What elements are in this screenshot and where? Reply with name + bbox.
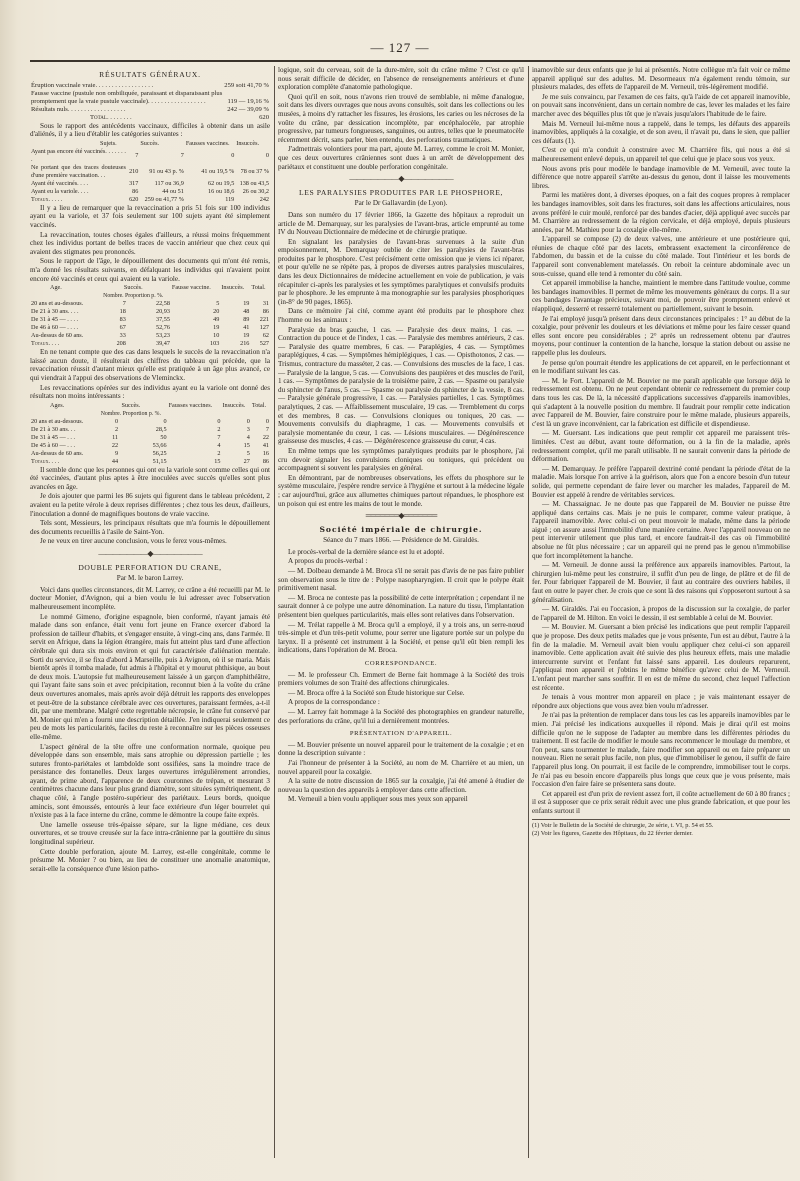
table-row xyxy=(30,324,270,332)
cell: 44 xyxy=(111,457,119,465)
row-label: Éruption vaccinale vraie. . . . . . . . . . . . . . . . . . xyxy=(31,81,154,89)
article-title: LES PARALYSIES PRODUITES PAR LE PHOSPHORE, xyxy=(298,187,504,197)
article-byline: Par le Dr Gallavardin (de Lyon). xyxy=(354,199,448,208)
paragraph: Parmi les matières dont, à diverses époques, on a fait des coques propres à remplacer les bandages inamovibles, soit dans les fractures, soit dans les affections articulaires, nous avons préféré le cuir moulé, renforcé par des bandes d'acier, déjà appliqué avec succès par M. Charrière au redressement de la région cervicale, et déjà employé, depuis plusieurs années, par M. Mathieu pour la coxalgie elle-même. xyxy=(532,191,790,234)
table-row xyxy=(30,340,270,348)
paragraph: M. Verneuil a bien voulu appliquer sous mes yeux son appareil xyxy=(288,795,468,804)
paragraph: J'ai l'honneur de présenter à la Société, au nom de M. Charrière et au mien, un nouvel appareil pour la coxalgie. xyxy=(278,758,524,776)
cell: 86 xyxy=(262,308,269,316)
table-row xyxy=(30,90,270,106)
table-row xyxy=(30,188,270,196)
cell: 56,25 xyxy=(152,449,167,457)
paragraph: Sous le rapport des antécédents vaccinaux, difficiles à obtenir dans un asile d'aliénés, il y a lieu d'établir les catégories suivantes : xyxy=(30,121,270,139)
paragraph: Tels sont, Messieurs, les principaux résultats que m'a fournis le dépouillement des documents recueillis à l'asile de Saint-Yon. xyxy=(30,519,270,536)
cell: 19 xyxy=(243,332,250,340)
article-byline: Par M. le baron Larrey. xyxy=(116,574,184,583)
cell: 0 xyxy=(265,417,269,425)
cell: 127 xyxy=(259,324,269,332)
cell: 78 ou 37 % xyxy=(240,167,269,175)
cell: 18 xyxy=(119,308,126,316)
paragraph: Il semble donc que les personnes qui ont eu la variole sont comme celles qui ont été vaccinées, d'autant plus aptes à être inoculées avec succès qu'elles sont plus avancées en âge. xyxy=(30,465,270,491)
paragraph: Mais M. Verneuil lui-même nous a rappelé, dans le temps, les défauts des appareils inamovibles, appliqués à la coxalgie, et de son aveu, il n'avait pu, dans le sien, que pallier ces défauts (1). xyxy=(532,119,790,145)
header-cell: Succès. xyxy=(123,284,143,292)
table-row xyxy=(30,196,270,204)
row-label: De 31 à 45 — . . . xyxy=(31,433,75,441)
row-label: Résultats nuls. . . . . . . . . . . . . . . . . . xyxy=(31,105,126,113)
header-cell: Fausses vaccines. xyxy=(185,139,230,147)
paragraph: Je l'ai employé jusqu'à présent dans deux circonstances principales : 1° au début de la coxalgie, pour prévenir les douleurs et les déviations et même pour les faire cesser quand elles sont encore peu considérables ; 2° après un redressement obtenu par d'autres moyens, pour continuer la contention de la hanche, lorsque la station debout ou assise ne rappelle plus les douleurs. xyxy=(532,314,790,357)
cell: 41 xyxy=(262,441,269,449)
header-rule xyxy=(30,60,790,62)
column-divider xyxy=(274,66,275,1158)
paragraph: — M. Demarquay. Je préfère l'appareil dextriné conté pendant la période d'état de la maladie. Mais lorsque l'on arrive à la guérison, alors que l'on a encore besoin d'un tuteur solide, qui permette cependant de faire lever ou marcher les malades, l'appareil de M. Bouvier est appelé à rendre de véritables services. xyxy=(532,464,790,499)
ornament-divider: ═══════◆═══════ xyxy=(365,511,437,521)
paragraph: — M. Larrey fait hommage à la Société des photographies en grandeur naturelle, des perforations du crâne, qu'il lui a dernièrement montrées. xyxy=(278,707,524,725)
paragraph: — M. Bouvier. M. Guersant a bien précisé les indications que peut remplir l'appareil que je propose. Des deux petits malades que je vous présente, l'un est au début, l'autre à la fin de la maladie. M. Verneuil avait bien voulu appliquer chez celui-ci son appareil inamovible. Cette application avait été suivie des plus heureux effets, mais une maladie intercurrente survint et l'enfant fut laissé sans appareil. Les douleurs reparurent, j'appliquai mon appareil et j'obtins le même bénéfice qu'avec celui de M. Verneuil. L'enfant peut marcher sans souffrir. Il en est de même du second, chez lequel l'affection est récente. xyxy=(532,623,790,692)
table-row xyxy=(30,106,270,114)
paragraph: Les revaccinations opérées sur des individus ayant eu la variole ont donné des résultats non moins intéressants : xyxy=(30,383,270,401)
cell: 620 xyxy=(129,195,139,203)
paragraph: En ne tenant compte que des cas dans lesquels le succès de la revaccination n'a laissé aucun doute, il résulterait des chiffres du tableau qui précède, que la revaccination réussit d'autant mieux qu'elle est pratiquée à un âge plus avancé, ce qui viendrait à l'appui des observations de Vleminckx. xyxy=(30,348,270,382)
cell: 0 xyxy=(217,417,221,425)
row-label: Au-dessus de 60 ans. xyxy=(31,449,84,457)
paragraph: — M. Guersant. Les indications que peut remplir cet appareil me paraissent très-limitées. C'est au début, avant toute déformation, ou à la fin de la maladie, après redressement complet, qu'il me paraît utilisable. Il ne saurait convenir dans la période de déformation. xyxy=(532,429,790,464)
cell: 9 xyxy=(114,449,119,457)
cell: 0 xyxy=(246,417,250,425)
paragraph: L'appareil se compose (2) de deux valves, une antérieure et une postérieure qui, réunies de chaque côté par des lacets, embrassent exactement la circonférence de l'abdomen, du bassin et de la cuisse du côté malade. Tout l'intérieur et les bords de l'appareil sont convenablement matelassés. On reboit la ceinture abdominale avec un sous-cuisse, quand elle tend à remonter du côté sain. xyxy=(532,235,790,278)
paragraph: — M. Bouvier présente un nouvel appareil pour le traitement de la coxalgie ; et en donne la description suivante : xyxy=(278,740,524,758)
paragraph: Je n'ai pas la prétention de remplacer dans tous les cas les appareils inamovibles par le mien. J'ai précisé les indications auxquelles il répond. Mais je dirai qu'il est moins difficile qu'on ne le suppose de l'adapter au membre dans les différentes périodes du traitement. Il est facile de modifier le moule sans recommencer le moulage du membre, et l'on peut, sans tourmenter le malade, faire modifier son appareil ou en faire préparer un nouveau. Rien ne serait plus facile, non plus, que d'immobiliser le genou, il suffit de faire l'appareil plus long. On pourrait, il est facile de le comprendre, immobiliser tout le corps. Je n'ai pas eu besoin encore d'appareils plus longs que ceux que je vous présente, mais l'occasion d'en faire faire se présentera sans doute. xyxy=(532,711,790,789)
cell: 50 xyxy=(160,433,167,441)
table-row xyxy=(30,114,270,122)
cell: 7 xyxy=(217,433,221,441)
table-row xyxy=(30,316,270,324)
table-row xyxy=(30,308,270,316)
paragraph: — M. Giraldès. J'ai eu l'occasion, à propos de la discussion sur la coxalgie, de parler de l'appareil de M. Hilton. En voici le dessin, il est semblable à celui de M. Bouvier. xyxy=(532,605,790,622)
page-number: — 127 — xyxy=(370,40,430,55)
header-cell: Fausse vaccine. xyxy=(171,284,211,292)
cell: 48 xyxy=(243,308,250,316)
ornament-divider: ———————◆——————— xyxy=(98,549,202,559)
row-label: 20 ans et au-dessous. xyxy=(31,300,84,308)
cell: 16 xyxy=(262,449,269,457)
antecedents-table xyxy=(30,140,270,204)
cell: 20 xyxy=(213,308,220,316)
cell: 0 xyxy=(163,417,167,425)
cell: 22 xyxy=(111,441,119,449)
cell: 103 xyxy=(210,340,220,348)
table-row xyxy=(30,458,270,466)
cell: 242 xyxy=(259,195,269,203)
subsection-heading: PRÉSENTATION D'APPAREIL. xyxy=(349,730,453,738)
paragraph: — M. Verneuil. Je donne aussi la préférence aux appareils inamovibles. Partout, la chirurgien lui-même peut les construire, il suffit d'un peu de linge, de plâtre et de fil de fer. Pour fabriquer l'appareil de M. Bouvier, il faut au contraire des ouvriers habiles, il faut en outre le payer cher. Je crois que ce sont là des raisons qui s'opposeront surtout à sa généralisation. xyxy=(532,561,790,604)
cell: 41 ou 19,5 % xyxy=(201,167,235,175)
column-1 xyxy=(30,66,270,1158)
row-label: Totaux. . . . . xyxy=(31,195,63,203)
cell: 86 xyxy=(132,187,139,195)
table-row xyxy=(30,148,270,164)
header-cell: Nombre. Proportion p. %. xyxy=(103,293,164,300)
cell: 7 xyxy=(265,425,269,433)
row-label: Ayant eu la variole. . . . xyxy=(31,187,89,195)
cell: 49 xyxy=(213,316,220,324)
row-label: De 21 à 30 ans. . . . xyxy=(31,308,79,316)
cell: 527 xyxy=(259,340,269,348)
row-label: Ayant été vaccinés. . . . xyxy=(31,179,88,187)
footnote: (1) Voir le Bulletin de la Société de chirurgie, 2e série, t. VI, p. 54 et 55. xyxy=(532,822,714,830)
cell: 221 xyxy=(259,316,269,324)
paragraph: — M. le professeur Ch. Emmert de Berne fait hommage à la Société des trois premiers volumes de son Traité des affections chirurgicales. xyxy=(278,670,524,688)
cell: 67 xyxy=(119,324,126,332)
header-cell: Age. xyxy=(50,284,62,292)
row-label: De 21 à 30 ans. . . xyxy=(31,425,76,433)
column-2 xyxy=(278,66,524,1158)
cell: 53,23 xyxy=(155,332,170,340)
cell: 26 ou 30,2 xyxy=(242,187,269,195)
column-divider xyxy=(528,66,529,1158)
header-cell: Total. xyxy=(251,401,267,409)
table-row xyxy=(30,450,270,458)
table-row xyxy=(30,434,270,442)
row-label: Ayant pas encore été vaccinés. . . . . . . . xyxy=(31,147,126,163)
session-line: Séance du 7 mars 1866. — Présidence de M. Giraldès. xyxy=(323,536,479,545)
paragraph: Nous avons pris pour modèle le bandage inamovible de M. Verneuil, avec toute la différence que notre appareil s'arrête au-dessus du genou, dont il laisse les mouvements libres. xyxy=(532,164,790,190)
paragraph: Je tenais à vous montrer mon appareil en place ; je vais maintenant essayer de répondre aux objections que vous avez bien voulu m'adresser. xyxy=(532,693,790,710)
table-header xyxy=(30,402,270,410)
section-heading: RÉSULTATS GÉNÉRAUX. xyxy=(99,70,201,79)
cell: 19 xyxy=(213,324,220,332)
cell: 0 xyxy=(265,151,269,159)
cell: 22 xyxy=(262,433,269,441)
header-cell: Insuccès. xyxy=(236,139,260,147)
cell: 22,58 xyxy=(155,300,170,308)
paragraph: C'est ce qui m'a conduit à construire avec M. Charrière fils, qui nous a été si malheureusement enlevé depuis, un appareil tel que celui que je place sous vos yeux. xyxy=(532,146,790,163)
paragraph: logique, soit du cerveau, soit de la dure-mère, soit du crâne même ? C'est ce qu'il nous serait difficile de décider, en l'absence de renseignements antérieurs et d'une exploration complète d'anatomie pathologique. xyxy=(278,66,524,92)
paragraph: L'aspect général de la tête offre une conformation normale, quoique peu développée dans son ensemble, mais sans atrophie ou dépression partielle ; les sutures fronto-pariétales et lambdoïde sont ossifiées, sans la moindre trace de persistance des fontanelles. Deux larges ouvertures irrégulièrement arrondies, ayant, de prime abord, l'apparence de deux couronnes de trépan, et mesurant 3 centimètres chacune dans leur plus grand diamètre, sont situées symétriquement, de chaque côté, à l'angle postéro-supérieur des pariétaux. Leurs bords, quoique amincis, sont émoussés, entourés à leur face extérieure d'un léger bourrelet qui n'existe pas à la face interne du crâne, comme le démontre la coupe faite exprès. xyxy=(30,742,270,820)
row-value: 259 soit 41,70 % xyxy=(224,81,269,89)
row-value: 119 — 19,16 % xyxy=(227,97,269,105)
cell: 0 xyxy=(231,151,235,159)
paragraph: Le nommé Gimeno, d'origine espagnole, bien conformé, n'ayant jamais été malade dans son enfance, était venu fort jeune en France exercer d'abord la profession de tailleur d'habits, et s'engager ensuite, à vingt-cinq ans, dans l'armée. Il servit en Afrique, dans la légion étrangère, mais fut atteint plus tard d'une affection cérébrale qui dura six mois environ et qui fut caractérisée d'aliénation mentale. Sorti du service, il se fixa d'abord à Marseille, puis à Avignon, où il se maria. Mais bientôt après il tomba malade, fut admis à l'hôpital et y mourut phthisique, au bout de deux mois. L'autopsie fut malheureusement laissée à un garçon d'amphithéâtre, qui l'ayant faite sans soin et avec précipitation, reconnut bien à la voûte du crâne deux ouvertures anomales, mais après avoir déjà détruit les rapports des enveloppes et peut-être de la substance cérébrale avec ces ouvertures, paraissant fermées, a-t-il dit, par une membrane. Malgré cette regrettable nécropsie, le crâne fut conservé par M. Monier qui m'en a fourni une description détaillée. J'en indiquerai seulement ce peu de mots les particularités, faciles du reste à reconnaître sur les pièces osseuses elle-même. xyxy=(30,612,270,741)
cell: 2 xyxy=(114,425,119,433)
table-row xyxy=(30,300,270,308)
header-cell: Total. xyxy=(251,284,266,292)
row-label: De 46 à 60 — . . . . xyxy=(31,324,79,332)
cell: 62 ou 19,5 xyxy=(207,179,235,187)
cell: 51,15 xyxy=(152,457,167,465)
cell: 7 xyxy=(135,151,139,159)
table-row xyxy=(30,418,270,426)
cell: 210 xyxy=(129,167,139,175)
paragraph: En démontrant, par de nombreuses observations, les effets du phosphore sur le système musculaire, j'espère rendre service à l'hygiène et surtout à la médecine légale ; car aujourd'hui, grâce aux allumettes chimiques partout répandues, le phosphore est un poison qui est entre les mains de tout le monde. xyxy=(278,473,524,508)
paragraph: Dans ce mémoire j'ai cité, comme ayant été produits par le phosphore chez l'homme ou les animaux : xyxy=(278,307,524,325)
cell: 15 xyxy=(214,457,221,465)
paragraph: Une lamelle osseuse très-épaisse sépare, sur la ligne médiane, ces deux ouvertures, et se trouve creusée sur la face intra-crânienne par la gouttière du sinus longitudinal supérieur. xyxy=(30,820,270,847)
cell: 138 ou 43,5 xyxy=(239,179,269,187)
paragraph: — M. Dolbeau demande à M. Broca s'il ne serait pas d'avis de ne pas faire publier son observation sous le titre de : Polype nasopharyngien. Il croit que le polype était primitivement nasal. xyxy=(278,567,524,593)
table-row xyxy=(30,442,270,450)
variole-table xyxy=(30,402,270,466)
paragraph: A propos de la correspondance : xyxy=(288,698,380,707)
paragraph: — M. le Fort. L'appareil de M. Bouvier ne me paraît applicable que lorsque déjà le redressement est obtenu. On ne peut cependant obtenir ce redressement du premier coup dans tous les cas. De là, la nécessité d'applications successives d'appareils inamovibles, qui s'adaptent à la nouvelle position du membre. Il faudrait pour remplir cette indication avec l'appareil de M. Bouvier, faire construire pour le même malade, plusieurs appareils, c'est là un grave inconvénient, car la fabrication est difficile et dispendieuse. xyxy=(532,376,790,428)
cell: 15 xyxy=(243,441,250,449)
cell: 2 xyxy=(217,425,221,433)
header-cell: Succès. xyxy=(121,401,141,409)
cell: 83 xyxy=(119,316,126,324)
header-cell: Ages. xyxy=(50,401,65,409)
paragraph: Paralysie du bras gauche, 1 cas. — Paralysie des deux mains, 1 cas. — Contraction du pouce et de l'index, 1 cas. — Paralysie des membres antérieurs, 2 cas. — Paralysie des quatre membres, 6 cas. — Paraplégies, 4 cas. — Symptômes paraplégiques, 4 cas. — Symptômes hémiplégiques, 1 cas. — Opisthotonos, 2 cas. — Trismus, contracture du masséter, 2 cas. — Convulsions des muscles de la face, 1 cas. — Paralysie de la langue, 5 cas. — Convulsions des paupières et des muscles de l'œil, 1 cas. — Symptômes de paralysie de la troisième paire, 2 cas. — Spasme ou paralysie du sphincter de l'anus, 5 cas. — Spasme ou paralysie du sphincter de la vessie, 8 cas. — Paralysie générale progressive, 1 cas. — Paralysies partielles, 1 cas. Symptômes paralytiques, 2 cas. — Affaiblissement musculaire, 19 cas. — Tremblement du corps et des membres, 8 cas. — Convulsions cloniques ou toniques, 20 cas. — Mouvements convulsifs du diaphragme, 1 cas. — Mouvements convulsifs et paralysie momentanée du cœur, 1 cas. — Lésions musculaires. — Dégénérescence graisseuse des muscles, 4 cas. — Dégénérescence graisseuse du cœur, 4 cas. xyxy=(278,325,524,446)
paragraph: inamovible sur deux enfants que je lui ai présentés. Notre collègue m'a fait voir ce même appareil appliqué sur des adultes. M. Desormeaux m'a également rendu témoin, sur plusieurs malades, des effets de l'appareil de M. Verneuil, très-légèrement modifié. xyxy=(532,66,790,92)
paragraph: Cet appareil immobilise la hanche, maintient le membre dans l'attitude voulue, comme les bandages inamovibles. Il permet de même les mouvements généraux du corps. Il a sur ces bandages l'avantage précieux, suivant moi, de pouvoir être promptement enlevé et réappliqué, desserré et resserré totalement ou partiellement, suivant le besoin. xyxy=(532,279,790,314)
paragraph: Quoi qu'il en soit, nous n'avons rien trouvé de semblable, ni même d'analogue, soit dans les divers ouvrages que nous avons consultés, soit dans les collections ou les musées, à moins d'y rattacher les fissures, les érosions, les caries ou les nécroses de la voûte du crâne, par dessication incomplète, par encéphalocèle, par atrophie progressive, par tumeurs fongueuses, sanguines, ou autres, telles que le pneumatocèle récemment décrit, sans parler, bien entendu, des perforations traumatiques. xyxy=(278,92,524,144)
cell: 20,93 xyxy=(155,308,170,316)
row-label: Ne portant que des traces douteuses d'une première vaccination. . . xyxy=(31,163,126,179)
row-label: 20 ans et au-dessous. xyxy=(31,417,84,425)
ornament-divider: ———————◆——————— xyxy=(349,174,453,184)
cell: 62 xyxy=(262,332,269,340)
cell: 4 xyxy=(217,441,221,449)
article-title: DOUBLE PERFORATION DU CRANE, xyxy=(78,562,222,572)
paragraph: La revaccination, toutes choses égales d'ailleurs, a réussi moins fréquemment chez les individus portant de belles traces de vaccin antérieur que chez ceux qui avaient des stigmates peu prononcés. xyxy=(30,230,270,256)
paragraph: Je dois ajouter que parmi les 86 sujets qui figurent dans le tableau précédent, 2 avaient eu la petite vérole à deux reprises différentes ; chez tous les deux, d'ailleurs, l'inoculation a donné de magnifiques boutons de vraie vaccine. xyxy=(30,492,270,518)
row-label: Total. . . . . . . . xyxy=(90,113,132,121)
table-row xyxy=(30,82,270,90)
paragraph: Cet appareil est d'un prix de revient assez fort, il coûte actuellement de 60 à 80 francs ; il est à supposer que ce prix serait réduit avec une plus grande fabrication, et que pour les enfants surtout il xyxy=(532,789,790,815)
cell: 11 xyxy=(112,433,119,441)
cell: 259 ou 41,77 % xyxy=(144,195,184,203)
cell: 39,47 xyxy=(155,340,170,348)
table-subheader xyxy=(30,292,270,300)
footnotes xyxy=(532,819,790,837)
cell: 208 xyxy=(116,340,126,348)
cell: 44 ou 51 xyxy=(162,187,184,195)
paragraph: — M. Chassaignac. Je ne doute pas que l'appareil de M. Bouvier ne puisse être appliqué dans certains cas. Mais je ne puis le comparer, comme valeur pratique, à l'appareil inamovible. Avec celui-ci on peut mouvoir le malade, même dans la période aiguë ; on assure aussi l'immobilité d'une manière certaine. Avec l'appareil nouveau on ne peut intervenir utilement que plus tard, et encore faudrait-il des cas où l'immobilité absolue ne fût plus nécessaire ; car un appareil qui ne prend pas le genou n'immobilise que fort incomplètement la hanche. xyxy=(532,500,790,560)
paragraph: Le procès-verbal de la dernière séance est lu et adopté. xyxy=(288,547,445,556)
header-cell: Insuccès. xyxy=(221,284,245,292)
cell: 317 xyxy=(129,179,139,187)
row-label: Totaux. . . . xyxy=(31,340,60,348)
cell: 89 xyxy=(243,316,250,324)
table-row xyxy=(30,164,270,180)
cell: 216 xyxy=(240,340,250,348)
section-heading: Société impériale de chirurgie. xyxy=(319,524,483,534)
paragraph: — M. Broca offre à la Société son Étude historique sur Celse. xyxy=(288,688,465,697)
header-cell: Insuccès. xyxy=(222,401,246,409)
row-value: 620 xyxy=(259,113,269,121)
cell: 41 xyxy=(243,324,250,332)
paragraph: Je pense qu'on pourrait étendre les applications de cet appareil, en le perfectionnant et en le modifiant suivant les cas. xyxy=(532,358,790,376)
table-subheader xyxy=(30,410,270,418)
row-label: Fausse vaccine (pustule non ombiliquée, paraissant et disparaissant plus promptement que la vraie pustule vaccinale). . . . . . . . . . . . . . . . . . xyxy=(31,89,223,105)
header-cell: Sujets. xyxy=(100,139,117,147)
paragraph: Il y a lieu de remarquer que la revaccination a pris 51 fois sur 100 individus ayant eu la variole, et 37 fois seulement sur 100 sujets ayant été simplement vaccinés. xyxy=(30,203,270,229)
cell: 7 xyxy=(180,151,184,159)
age-table xyxy=(30,284,270,348)
cell: 7 xyxy=(122,300,126,308)
paragraph: Cette double perforation, ajoute M. Larrey, est-elle congénitale, comme le présume M. Monier ? ou bien, au lieu de constituer une anomalie anatomique, serait-elle la conséquence d'une lésion patho- xyxy=(30,847,270,873)
cell: 19 xyxy=(243,300,250,308)
table-header xyxy=(30,284,270,292)
row-value: 242 — 39,09 % xyxy=(227,105,269,113)
paragraph: — M. Broca ne conteste pas la possibilité de cette interprétation ; cependant il ne saurait donner à ce polype une autre dénomination. La nature du tissu, l'implantation présentent bien quelques particularités, mais elles sont relatives dans l'observation. xyxy=(278,593,524,620)
cell: 33 xyxy=(119,332,126,340)
cell: 53,66 xyxy=(152,441,167,449)
cell: 31 xyxy=(262,300,269,308)
subsection-heading: CORRESPONDANCE. xyxy=(364,660,438,667)
cell: 5 xyxy=(216,300,220,308)
paragraph: En même temps que les symptômes paralytiques produits par le phosphore, j'ai cru devoir signaler les convulsions cloniques ou toniques, qui précèdent ou accompagnent si souvent les paralysies en général. xyxy=(278,446,524,473)
cell: 0 xyxy=(114,417,119,425)
cell: 86 xyxy=(262,457,269,465)
paragraph: Dans son numéro du 17 février 1866, la Gazette des hôpitaux a reproduit un article de M. Demarquay, sur les paralysies de l'avant-bras, article emprunté au tome IV du Nouveau Dictionnaire de médecine et de chirurgie pratique. xyxy=(278,210,524,237)
cell: 5 xyxy=(246,449,250,457)
cell: 119 xyxy=(225,195,235,203)
paragraph: Voici dans quelles circonstances, dit M. Larrey, ce crâne a été recueilli par M. le docteur Monier, d'Avignon, qui a bien voulu le lui adresser avec l'observation malheureusement incomplète. xyxy=(30,585,270,611)
header-cell: Nombre. Proportion p. %. xyxy=(100,410,161,417)
table-header xyxy=(30,140,270,148)
paragraph: — M. Trélat rappelle à M. Broca qu'il a employé, il y a trois ans, un serre-nœud très-simple et d'un très-petit volume, pour serrer une ligature portée sur un polype du larynx. Il a présenté cet instrument à la Société, et pense qu'il eût bien rempli les indications, dans l'opération de M. Broca. xyxy=(278,620,524,655)
row-label: De 45 à 60 — . . . xyxy=(31,441,75,449)
cell: 4 xyxy=(246,433,250,441)
paragraph: A la suite de notre discussion de 1865 sur la coxalgie, j'ai été amené à étudier de nouveau la question des appareils à employer dans cette affection. xyxy=(278,777,524,794)
cell: 3 xyxy=(246,425,250,433)
cell: 91 ou 43 p. % xyxy=(149,167,184,175)
footnote: (2) Voir les figures, Gazette des Hôpitaux, du 22 février dernier. xyxy=(532,830,693,838)
paragraph: A propos du procès-verbal : xyxy=(288,557,368,566)
header-cell: Succès. xyxy=(140,139,160,147)
cell: 16 ou 18,6 xyxy=(207,187,235,195)
results-table xyxy=(30,82,270,122)
paragraph: Je me suis convaincu, par l'examen de ces faits, qu'à l'aide de cet appareil inamovible, on pouvait sans inconvénient, dans un certain nombre de cas, lever les malades et les faire marcher avec des béquilles plus tôt que je n'avais jusqu'alors l'habitude de le faire. xyxy=(532,92,790,118)
cell: 2 xyxy=(217,449,221,457)
table-row xyxy=(30,180,270,188)
cell: 52,76 xyxy=(155,324,170,332)
paragraph: Sous le rapport de l'âge, le dépouillement des documents qui m'ont été remis, m'a donné les résultats suivants, en défalquant les individus qui n'avaient point encore été vaccinés et ceux qui avaient eu la variole. xyxy=(30,257,270,283)
row-label: De 31 à 45 — . . . . xyxy=(31,316,79,324)
paragraph: En signalant les paralysies de l'avant-bras survenues à la suite d'un empoisonnement, M. Demarquay oublie de citer les paralysies de l'avant-bras produites par le phosphore. C'est précisément cette omission que je viens ici réparer, et pour qu'elle ne se répète pas, à propos de diverses autres paralysies musculaires, dans les deux Dictionnaires de médecine actuellement en voie de publication, je vais récapituler ci-après les paralysies et les symptômes paralytiques et convulsifs produits par le phosphore. Je les emprunte à ma monographie sur les paralysies phosphoriques (in-8° de 90 pages, 1865). xyxy=(278,237,524,306)
column-3 xyxy=(532,66,790,1158)
cell: 27 xyxy=(243,457,250,465)
row-label: Au-dessus de 60 ans. xyxy=(31,332,84,340)
row-label: Totaux. . . . xyxy=(31,457,60,465)
cell: 37,55 xyxy=(155,316,170,324)
cell: 28,5 xyxy=(155,425,167,433)
header-cell: Fausses vaccines. xyxy=(168,401,213,409)
table-row xyxy=(30,426,270,434)
paragraph: Je ne veux en tirer aucune conclusion, vous le ferez vous-mêmes. xyxy=(40,537,227,546)
paragraph: J'admettrais volontiers pour ma part, ajoute M. Larrey, comme le croit M. Monier, que ces deux ouvertures crâniennes sont dues à un arrêt de développement des pariétaux et constituent une double perforation congénitale. xyxy=(278,145,524,171)
cell: 10 xyxy=(213,332,220,340)
table-row xyxy=(30,332,270,340)
cell: 117 ou 36,9 xyxy=(154,179,184,187)
